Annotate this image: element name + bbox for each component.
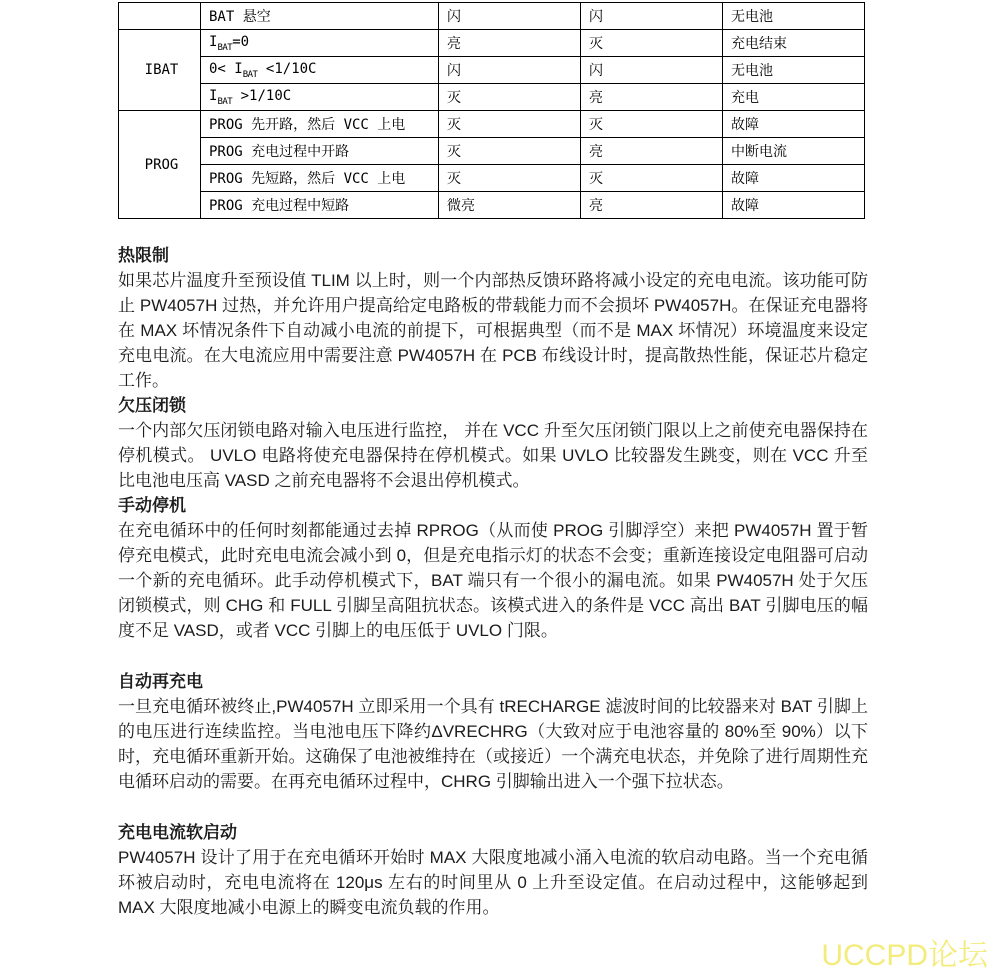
condition-text: >1/10C — [232, 87, 292, 104]
section-manual-shutdown — [118, 493, 868, 643]
section-heading: 自动再充电 — [118, 672, 203, 691]
section-heading: 充电电流软启动 — [118, 823, 237, 842]
document-body — [118, 243, 868, 920]
condition-text: BAT 悬空 — [209, 9, 271, 25]
section-paragraph: 在充电循环中的任何时刻都能通过去掉 RPROG（从而使 PROG 引脚浮空）来把 PW4057H 置于暂停充电模式，此时充电电流会减小到 0，但是充电指示灯的状态不会变；重新连接设定电阻器可启动一个新的充电循环。此手动停机模式下，BAT 端只有一个很小的漏电流。如果 PW4057H 处于欠压闭锁模式，则 CHG 和 FULL 引脚呈高阻抗状态。该模式进入的条件是 VCC 高出 BAT 引脚电压的幅度不足 VASD，或者 VCC 引脚上的电压低于 UVLO 门限。 — [118, 521, 868, 640]
status-cell: 无电池 — [723, 57, 865, 84]
led2-cell: 灭 — [581, 111, 723, 138]
table-row — [119, 111, 865, 138]
condition-cell — [201, 138, 439, 165]
section-heading: 热限制 — [118, 246, 169, 265]
section-paragraph: 如果芯片温度升至预设值 TLIM 以上时，则一个内部热反馈环路将减小设定的充电电流。该功能可防止 PW4057H 过热，并允许用户提高给定电路板的带载能力而不会损坏 PW4057H。在保证充电器将在 MAX 坏情况条件下自动减小电流的前提下，可根据典型（而不是 MAX 坏情况）环境温度来设定充电电流。在大电流应用中需要注意 PW4057H 在 PCB 布线设计时，提高散热性能，保证芯片稳定工作。 — [118, 271, 868, 390]
condition-cell — [201, 30, 439, 57]
led1-cell: 闪 — [439, 3, 581, 30]
condition-cell — [201, 111, 439, 138]
led1-cell: 灭 — [439, 84, 581, 111]
led2-cell: 闪 — [581, 3, 723, 30]
status-cell: 无电池 — [723, 3, 865, 30]
condition-subscript: BAT — [217, 42, 233, 53]
table-row — [119, 192, 865, 219]
condition-cell — [201, 84, 439, 111]
section-undervoltage-lockout — [118, 393, 868, 493]
table-row — [119, 3, 865, 30]
condition-text: PROG 充电过程中开路 — [209, 144, 350, 160]
status-cell: 充电 — [723, 84, 865, 111]
led2-cell: 灭 — [581, 165, 723, 192]
led1-cell: 闪 — [439, 57, 581, 84]
condition-cell — [201, 57, 439, 84]
condition-text: <1/10C — [257, 60, 317, 77]
category-cell-prog: PROG — [119, 111, 201, 219]
table-row — [119, 30, 865, 57]
section-auto-recharge — [118, 669, 868, 794]
condition-text: I — [209, 33, 218, 50]
led1-cell: 灭 — [439, 165, 581, 192]
category-cell-empty — [119, 3, 201, 30]
table-row — [119, 84, 865, 111]
section-thermal-limit — [118, 243, 868, 393]
status-cell: 故障 — [723, 192, 865, 219]
condition-text: 0< I — [209, 60, 243, 77]
led-status-table — [118, 2, 865, 219]
table-row — [119, 165, 865, 192]
condition-cell — [201, 165, 439, 192]
led1-cell: 灭 — [439, 111, 581, 138]
condition-subscript: BAT — [242, 69, 258, 80]
status-cell: 故障 — [723, 165, 865, 192]
page-content — [118, 2, 868, 920]
led2-cell: 亮 — [581, 192, 723, 219]
category-cell-ibat: IBAT — [119, 30, 201, 111]
condition-text: PROG 先短路，然后 VCC 上电 — [209, 171, 406, 187]
status-cell: 中断电流 — [723, 138, 865, 165]
led1-cell: 灭 — [439, 138, 581, 165]
table-row — [119, 138, 865, 165]
section-paragraph: PW4057H 设计了用于在充电循环开始时 MAX 大限度地减小涌入电流的软启动电路。当一个充电循环被启动时，充电电流将在 120μs 左右的时间里从 0 上升至设定值。在启动过程中，这能够起到 MAX 大限度地减小电源上的瞬变电流负载的作用。 — [118, 848, 868, 917]
led1-cell: 亮 — [439, 30, 581, 57]
condition-text: PROG 充电过程中短路 — [209, 198, 350, 214]
table-row — [119, 57, 865, 84]
section-softstart — [118, 820, 868, 920]
section-heading: 欠压闭锁 — [118, 396, 186, 415]
condition-cell — [201, 192, 439, 219]
status-cell: 充电结束 — [723, 30, 865, 57]
condition-subscript: BAT — [217, 96, 233, 107]
led2-cell: 灭 — [581, 30, 723, 57]
led2-cell: 闪 — [581, 57, 723, 84]
condition-text: I — [209, 87, 218, 104]
condition-text: PROG 先开路，然后 VCC 上电 — [209, 117, 406, 133]
condition-cell — [201, 3, 439, 30]
section-heading: 手动停机 — [118, 496, 186, 515]
section-paragraph: 一个内部欠压闭锁电路对输入电压进行监控， 并在 VCC 升至欠压闭锁门限以上之前使充电器保持在停机模式。 UVLO 电路将使充电器保持在停机模式。如果 UVLO 比较器发生跳变，则在 VCC 升至比电池电压高 VASD 之前充电器将不会退出停机模式。 — [118, 421, 868, 490]
led2-cell: 亮 — [581, 84, 723, 111]
led2-cell: 亮 — [581, 138, 723, 165]
led1-cell: 微亮 — [439, 192, 581, 219]
condition-text: =0 — [232, 33, 250, 50]
status-cell: 故障 — [723, 111, 865, 138]
section-paragraph: 一旦充电循环被终止,PW4057H 立即采用一个具有 tRECHARGE 滤波时间的比较器来对 BAT 引脚上的电压进行连续监控。当电池电压下降约ΔVRECHRG（大致对应于电池容量的 80%至 90%）以下时，充电循环重新开始。这确保了电池被维持在（或接近）一个满充电状态，并免除了进行周期性充电循环启动的需要。在再充电循环过程中，CHRG 引脚输出进入一个强下拉状态。 — [118, 697, 868, 791]
forum-watermark: UCCPD论坛 — [821, 939, 988, 972]
